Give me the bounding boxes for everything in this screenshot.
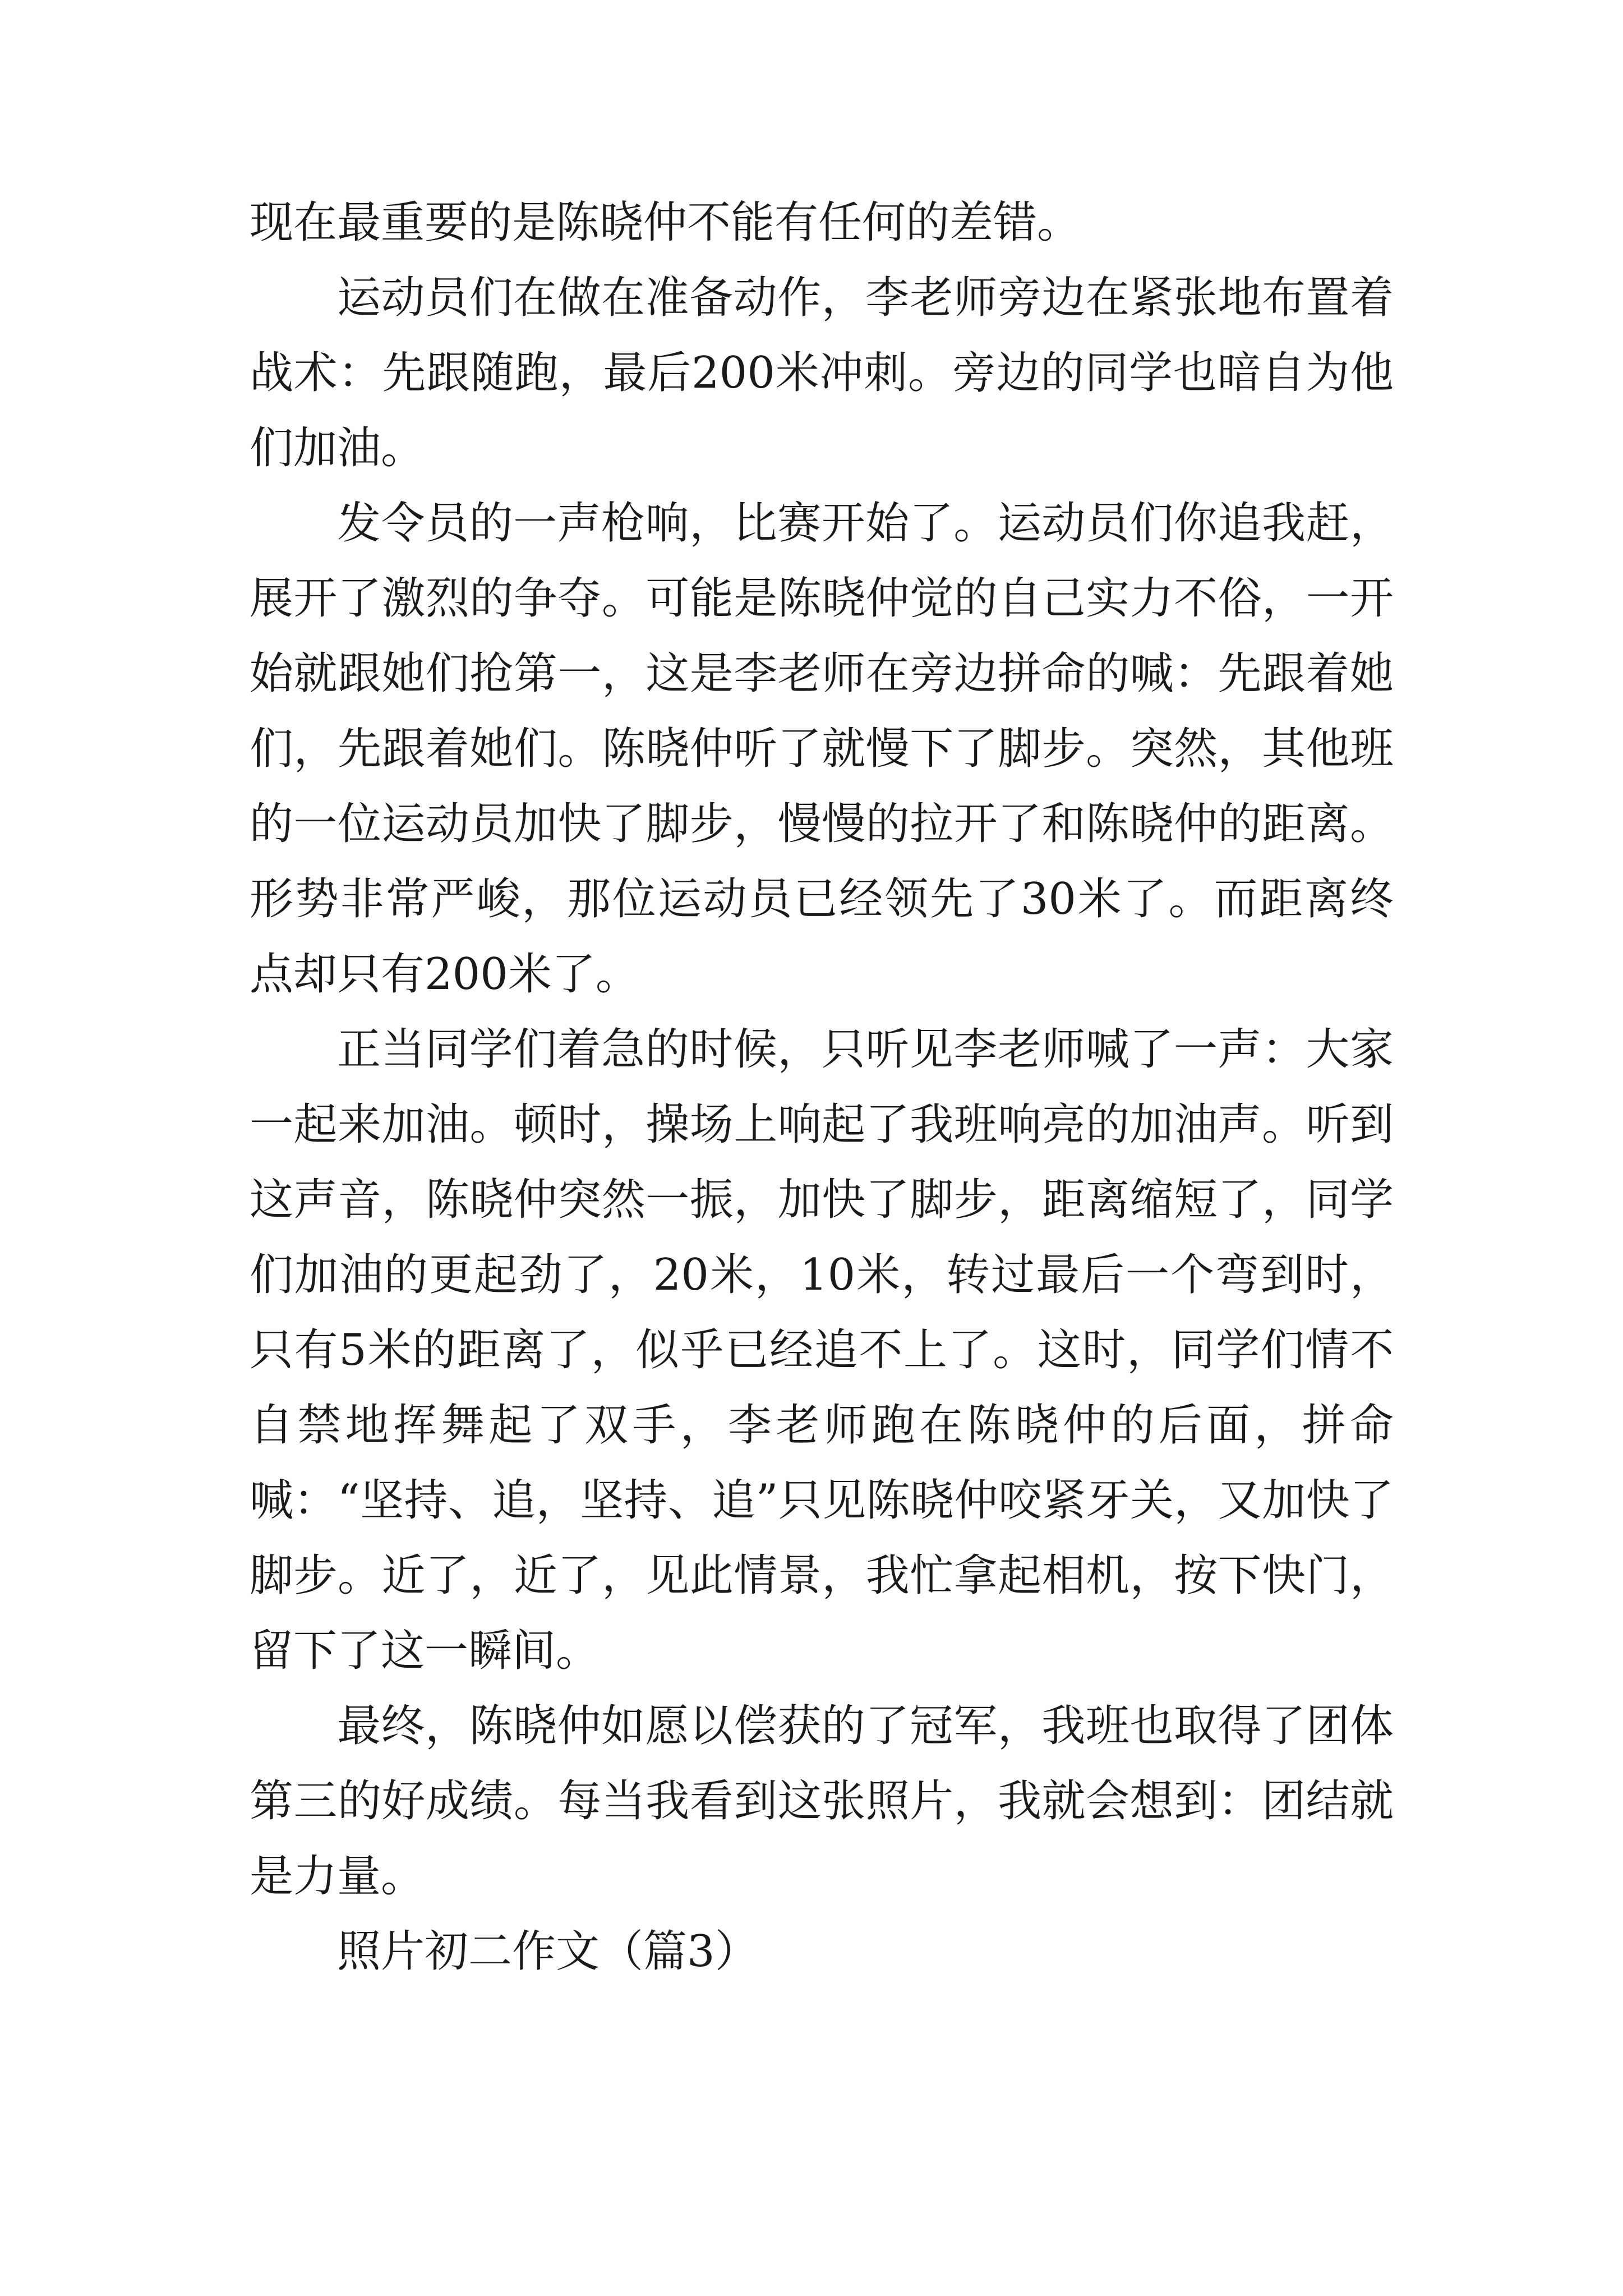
document-body: [250, 185, 1394, 1989]
paragraph-race-start: 发令员的一声枪响，比赛开始了。运动员们你追我赶，展开了激烈的争夺。可能是陈晓仲觉的自己实力不俗，一开始就跟她们抢第一，这是李老师在旁边拼命的喊：先跟着她们，先跟着她们。陈晓仲听了就慢下了脚步。突然，其他班的一位运动员加快了脚步，慢慢的拉开了和陈晓仲的距离。形势非常严峻，那位运动员已经领先了30米了。而距离终点却只有200米了。: [250, 498, 1394, 1000]
paragraph-cheering: 正当同学们着急的时候，只听见李老师喊了一声：大家一起来加油。顿时，操场上响起了我班响亮的加油声。听到这声音，陈晓仲突然一振，加快了脚步，距离缩短了，同学们加油的更起劲了，20米，10米，转过最后一个弯到时，只有5米的距离了，似乎已经追不上了。这时，同学们情不自禁地挥舞起了双手，李老师跑在陈晓仲的后面，拼命喊：“坚持、追，坚持、追”只见陈晓仲咬紧牙关，又加快了脚步。近了，近了，见此情景，我忙拿起相机，按下快门，留下了这一瞬间。: [250, 1024, 1394, 1676]
paragraph-preparation: 运动员们在做在准备动作，李老师旁边在紧张地布置着战术：先跟随跑，最后200米冲刺。旁边的同学也暗自为他们加油。: [250, 273, 1394, 473]
paragraph-conclusion: 最终，陈晓仲如愿以偿获的了冠军，我班也取得了团体第三的好成绩。每当我看到这张照片，我就会想到：团结就是力量。: [250, 1701, 1394, 1902]
section-heading: 照片初二作文（篇3）: [337, 1926, 759, 1977]
paragraph-continuation: 现在最重要的是陈晓仲不能有任何的差错。: [250, 197, 1081, 248]
